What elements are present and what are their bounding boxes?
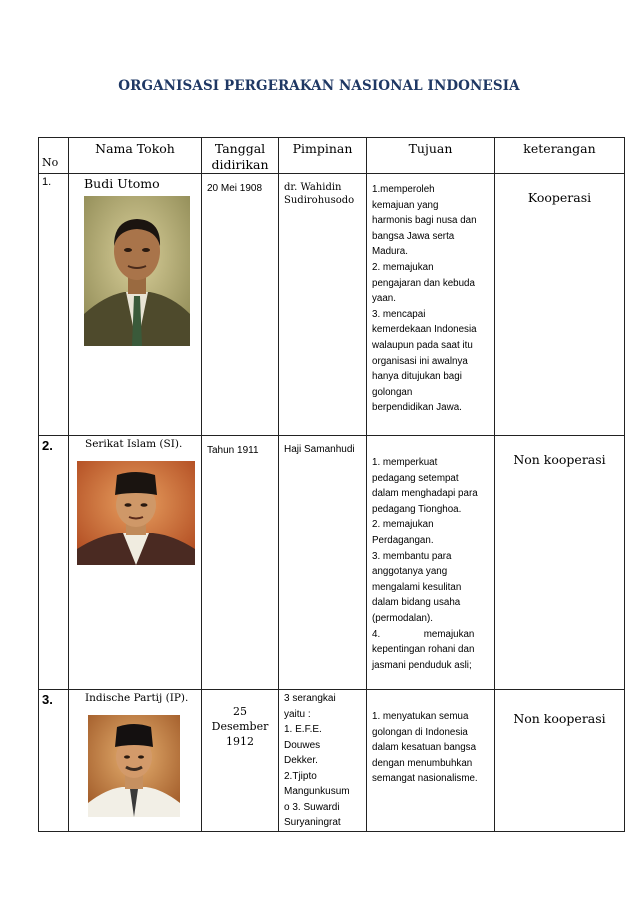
text-line: yaan.	[372, 293, 396, 305]
header-leader: Pimpinan	[279, 138, 367, 174]
text-line: mengalami kesulitan	[372, 581, 462, 593]
table-row	[39, 436, 625, 690]
header-no: No	[39, 138, 69, 174]
text-line: berpendidikan Jawa.	[372, 402, 462, 414]
text-line: 4. memajukan	[372, 628, 475, 640]
text-line: 2. memajukan	[372, 261, 434, 273]
founding-date: 20 Mei 1908	[202, 174, 279, 436]
goal-lines	[372, 455, 490, 673]
founding-date-lines	[202, 704, 278, 749]
organization-table	[38, 137, 625, 832]
goal-cell	[367, 436, 495, 690]
text-line: Desember	[211, 720, 269, 733]
text-line: yaitu :	[284, 708, 311, 720]
leader-cell	[279, 690, 367, 832]
text-line: Douwes	[284, 739, 321, 751]
goal-lines	[372, 182, 490, 416]
text-line: (permodalan).	[372, 612, 433, 624]
text-line: golongan	[372, 386, 413, 398]
text-line: 25	[233, 705, 247, 718]
figure-name: Serikat Islam (SI).	[85, 438, 183, 450]
samanhudi-portrait	[77, 461, 195, 565]
indische-partij-portrait	[88, 715, 180, 817]
table-row	[39, 174, 625, 436]
text-line: pedagang setempat	[372, 472, 459, 484]
text-line: 1. memperkuat	[372, 457, 438, 468]
text-line: 1. E.F.E.	[284, 724, 322, 735]
header-goal: Tujuan	[367, 138, 495, 174]
table-row	[39, 690, 625, 832]
founding-date	[202, 690, 279, 832]
founding-date: Tahun 1911	[202, 436, 279, 690]
text-line: organisasi ini awalnya	[372, 355, 468, 367]
text-line: jasmani penduduk asli;	[372, 659, 472, 671]
text-line: 1912	[226, 735, 254, 748]
text-line: o 3. Suwardi	[284, 801, 340, 813]
text-line: Perdagangan.	[372, 534, 434, 546]
text-line: 2.Tjipto	[284, 770, 317, 782]
row-number: 1.	[39, 174, 69, 436]
text-line: dalam menghadapi para	[372, 488, 478, 500]
text-line: Suryaningrat	[284, 817, 341, 828]
text-line: Mangunkusum	[284, 786, 350, 797]
text-line: kemajuan yang	[372, 199, 439, 211]
text-line: 3. membantu para	[372, 550, 452, 562]
page-title: ORGANISASI PERGERAKAN NASIONAL INDONESIA	[118, 78, 520, 94]
figure-cell	[69, 690, 202, 832]
text-line: 1.memperoleh	[372, 184, 435, 195]
leader-cell: Haji Samanhudi	[279, 436, 367, 690]
text-line: semangat nasionalisme.	[372, 773, 478, 785]
text-line: dengan menumbuhkan	[372, 757, 473, 769]
text-line: Madura.	[372, 246, 408, 258]
header-date-text: Tanggal didirikan	[211, 141, 269, 172]
text-line: 3. mencapai	[372, 308, 426, 320]
text-line: kemerdekaan Indonesia	[372, 324, 477, 336]
leader-cell: dr. Wahidin Sudirohusodo	[279, 174, 367, 436]
text-line: walaupun pada saat itu	[372, 339, 473, 351]
header-date	[202, 138, 279, 174]
text-line: golongan di Indonesia	[372, 726, 468, 738]
figure-name: Indische Partij (IP).	[85, 692, 189, 704]
row-number: 3.	[39, 690, 69, 832]
text-line: hanya ditujukan bagi	[372, 371, 462, 383]
note-cell: Kooperasi	[495, 174, 625, 436]
header-note: keterangan	[495, 138, 625, 174]
row-number: 2.	[39, 436, 69, 690]
text-line: Dekker.	[284, 755, 318, 766]
text-line: bangsa Jawa serta	[372, 230, 455, 242]
table-header-row	[39, 138, 625, 174]
text-line: anggotanya yang	[372, 566, 448, 578]
header-name: Nama Tokoh	[69, 138, 202, 174]
text-line: 1. menyatukan semua	[372, 711, 469, 722]
figure-name: Budi Utomo	[84, 176, 160, 191]
text-line: dalam bidang usaha	[372, 597, 461, 609]
goal-cell	[367, 174, 495, 436]
text-line: 3 serangkai	[284, 693, 336, 704]
text-line: pedagang Tionghoa.	[372, 503, 462, 515]
goal-cell	[367, 690, 495, 832]
budi-utomo-portrait	[84, 196, 190, 346]
figure-cell	[69, 174, 202, 436]
note-cell: Non kooperasi	[495, 436, 625, 690]
leader-lines	[284, 691, 366, 831]
text-line: harmonis bagi nusa dan	[372, 215, 477, 227]
figure-cell	[69, 436, 202, 690]
text-line: 2. memajukan	[372, 519, 434, 531]
text-line: pengajaran dan kebuda	[372, 277, 475, 289]
note-cell: Non kooperasi	[495, 690, 625, 832]
goal-lines	[372, 709, 490, 787]
text-line: kepentingan rohani dan	[372, 644, 475, 656]
text-line: dalam kesatuan bangsa	[372, 742, 477, 754]
